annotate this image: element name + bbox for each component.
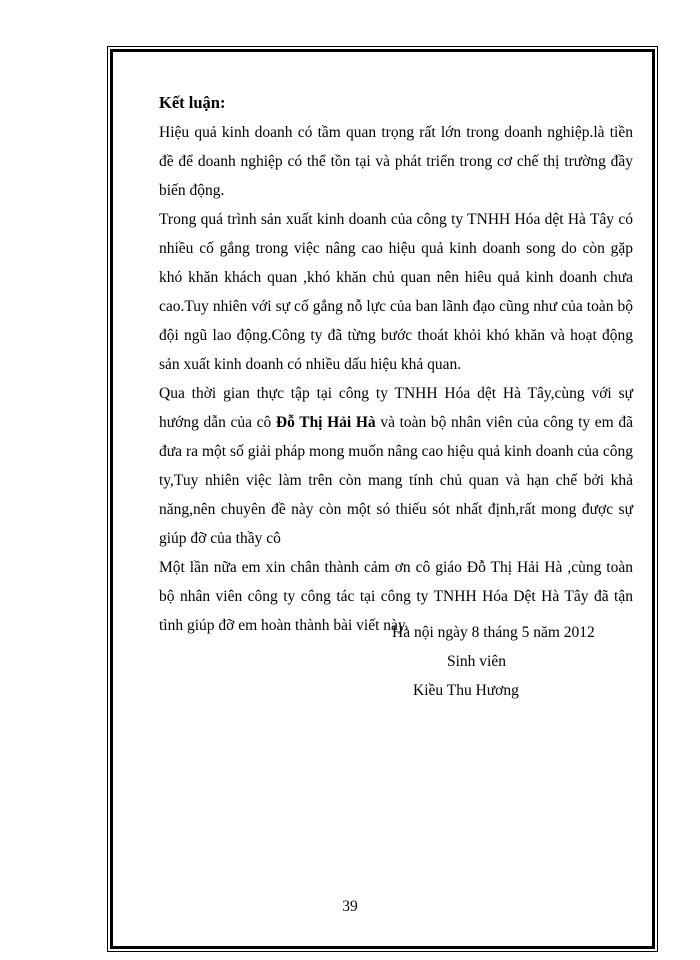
supervisor-name: Đỗ Thị Hải Hà [275,414,376,431]
signature-date: Hà nội ngày 8 tháng 5 năm 2012 [392,624,595,641]
conclusion-heading: Kết luận: [159,93,226,112]
paragraph-3-text-end: và toàn bộ nhân viên của công ty em đã đưa ra một số giải pháp mong muốn nâng cao hiệu quả kinh doanh của công ty,Tuy nhiên việc làm trên còn mang tính chủ quan và hạn chế bởi khả năng,nên chuyên đề này còn một só thiếu sót nhất định,rất mong được sự giúp đỡ của thầy cô [159,414,633,547]
paragraph-3 [159,379,633,553]
page-number: 39 [342,898,358,915]
paragraph-1 [159,118,633,205]
paragraph-1-text: Hiệu quả kinh doanh có tầm quan trọng rất lớn trong doanh nghiệp.là tiền đề để doanh nghiệp có thể tồn tại và phát triển trong cơ chế thị trường đầy biến động. [159,124,633,199]
paragraph-4-text: Một lần nữa em xin chân thành cảm ơn cô giáo Đỗ Thị Hải Hà ,cùng toàn bộ nhân viên công ty công tác tại công ty TNHH Hóa Dệt Hà Tây đã tận tình giúp đỡ em hoàn thành bài viết này. [159,559,633,634]
paragraph-2 [159,205,633,379]
signature-role: Sinh viên [447,653,506,670]
paragraph-2-text: Trong quá trình sản xuất kinh doanh của công ty TNHH Hóa dệt Hà Tây có nhiều cố gắng trong việc nâng cao hiệu quả kinh doanh song do còn gặp khó khăn khách quan ,khó khăn chủ quan nên hiêu quả kinh doanh chưa cao.Tuy nhiên với sự cố gắng nỗ lực của ban lãnh đạo cũng như của toàn bộ đội ngũ lao động.Công ty đã từng bước thoát khỏi khó khăn và hoạt động sản xuất kinh doanh có nhiều dấu hiệu khả quan. [159,211,633,373]
paragraph-3-text-start: Qua thời gian thực tập tại công ty TNHH Hóa dệt Hà Tây,cùng với sự hướng dẫn của cô [159,385,633,431]
signature-name: Kiều Thu Hương [413,682,519,699]
document-body [159,88,633,640]
